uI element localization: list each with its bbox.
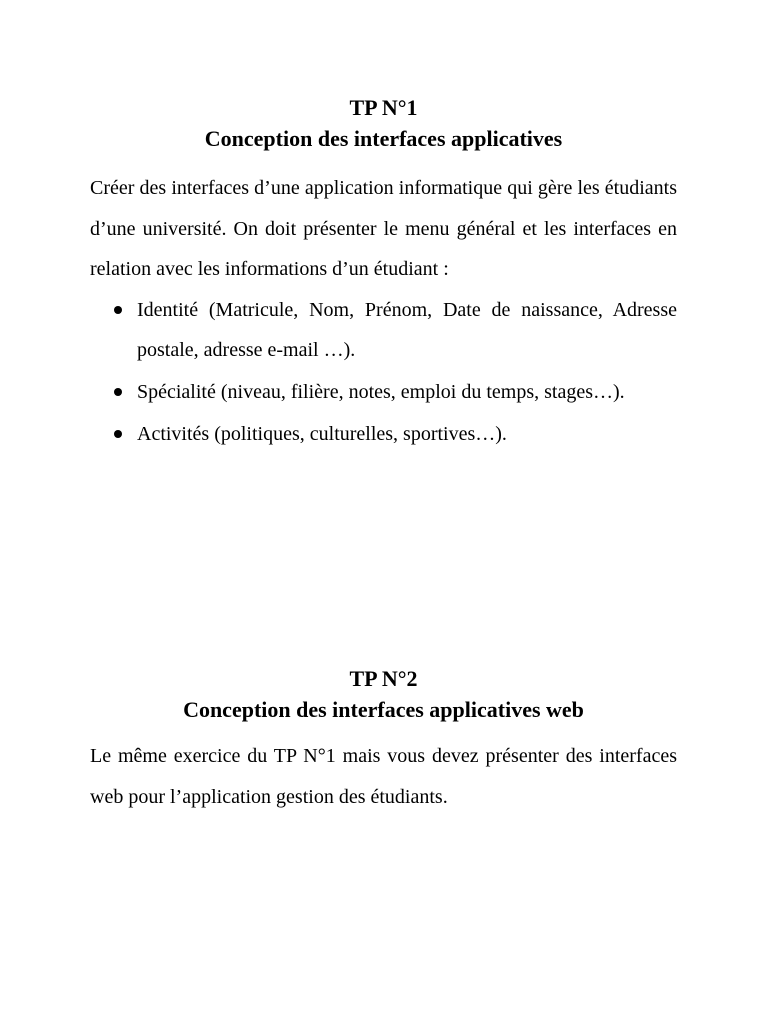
tp1-bullet-specialite: [90, 372, 677, 413]
tp1-section: [90, 92, 677, 456]
tp1-subtitle: Conception des interfaces applicatives: [204, 126, 563, 151]
bullet-dot-icon: [114, 430, 122, 438]
tp2-title: TP N°2: [349, 666, 418, 691]
bullet-dot-icon: [114, 388, 122, 396]
tp1-bullet-identite: [90, 290, 677, 371]
bullet-text: Identité (Matricule, Nom, Prénom, Date de naissance, Adresse postale, adresse e-mail …).: [137, 298, 677, 361]
tp1-title: TP N°1: [349, 95, 418, 120]
tp1-bullet-activites: [90, 414, 677, 455]
bullet-text: Spécialité (niveau, filière, notes, emploi du temps, stages…).: [137, 381, 625, 403]
tp2-intro: Le même exercice du TP N°1 mais vous devez présenter des interfaces web pour l’application gestion des étudiants.: [90, 745, 677, 808]
tp2-section: [90, 663, 677, 817]
tp1-heading: [90, 92, 677, 154]
tp1-intro: Créer des interfaces d’une application informatique qui gère les étudiants d’une université. On doit présenter le menu général et les interfaces en relation avec les informations d’un étudiant :: [90, 177, 677, 280]
tp2-heading: [90, 663, 677, 725]
tp1-bullet-list: [90, 290, 677, 455]
tp2-subtitle: Conception des interfaces applicatives web: [183, 697, 584, 722]
bullet-text: Activités (politiques, culturelles, sportives…).: [137, 423, 507, 445]
bullet-dot-icon: [114, 306, 122, 314]
